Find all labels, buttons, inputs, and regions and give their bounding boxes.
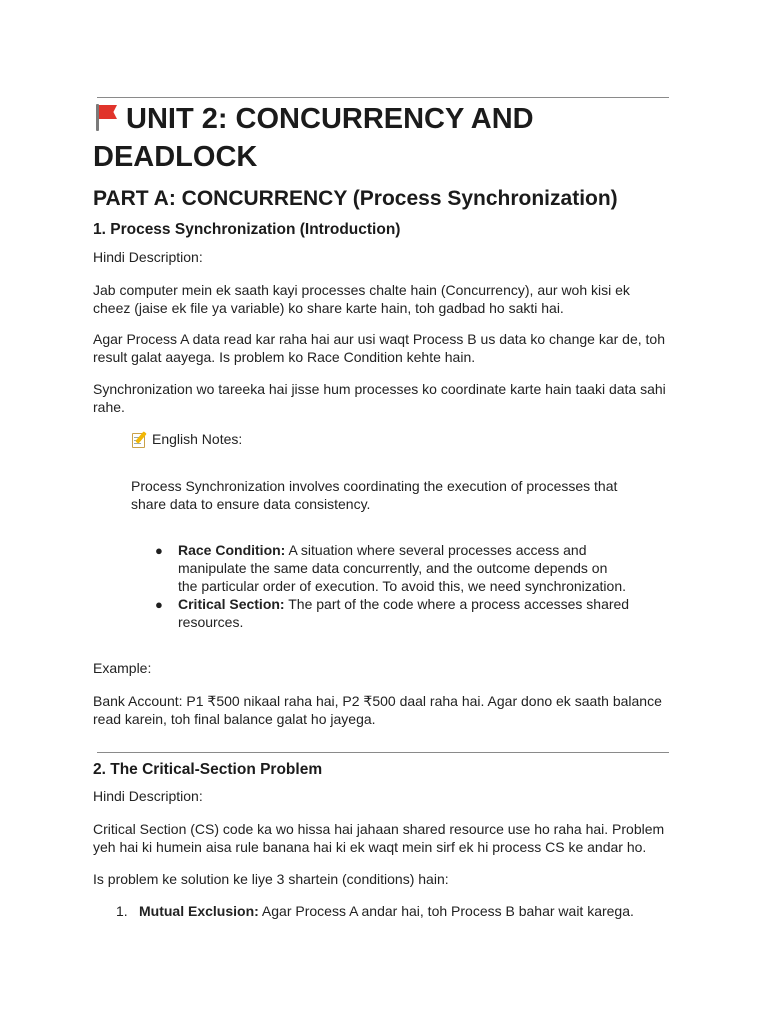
memo-icon <box>131 431 147 447</box>
section1-heading: 1. Process Synchronization (Introduction) <box>93 221 401 238</box>
bullet-dot: ● <box>155 543 163 558</box>
section-divider <box>97 752 669 753</box>
bullet-critical-section: Critical Section: The part of the code where a process accesses shared resources. <box>178 596 630 630</box>
bullet-race-condition: Race Condition: A situation where several processes access and manipulate the same data concurrently, and the outcome depends on the particular order of execution. To avoid this, we need synchronization. <box>178 542 626 594</box>
example-label: Example: <box>93 660 152 676</box>
section2-para2: Is problem ke solution ke liye 3 shartein (conditions) hain: <box>93 871 449 887</box>
list-number: 1. <box>116 903 128 919</box>
english-notes-label: English Notes: <box>131 430 242 448</box>
section1-hindi-label: Hindi Description: <box>93 249 203 265</box>
top-divider <box>97 97 669 98</box>
part-title: PART A: CONCURRENCY (Process Synchronization) <box>93 187 618 210</box>
english-notes-text: Process Synchronization involves coordinating the execution of processes that share data to ensure data consistency. <box>131 478 618 512</box>
list-item-mutual-exclusion: Mutual Exclusion: Agar Process A andar hai, toh Process B bahar wait karega. <box>139 903 634 919</box>
section2-para1: Critical Section (CS) code ka wo hissa hai jahaan shared resource use ho raha hai. Problem yeh hai ki humein aisa rule banana hai ki ek waqt mein sirf ek hi process CS ke andar ho. <box>93 821 665 855</box>
section1-para3: Synchronization wo tareeka hai jisse hum processes ko coordinate karte hain taaki data sahi rahe. <box>93 381 666 415</box>
red-flag-icon <box>93 103 117 131</box>
unit-title: UNIT 2: CONCURRENCY AND DEADLOCK <box>93 103 534 173</box>
section2-heading: 2. The Critical-Section Problem <box>93 761 323 778</box>
bullet-dot: ● <box>155 597 163 612</box>
section2-hindi-label: Hindi Description: <box>93 788 203 804</box>
example-text: Bank Account: P1 ₹500 nikaal raha hai, P2 ₹500 daal raha hai. Agar dono ek saath balance read karein, toh final balance galat ho jayega. <box>93 693 662 727</box>
section1-para2: Agar Process A data read kar raha hai aur usi waqt Process B us data ko change kar de, toh result galat aayega. Is problem ko Race Condition kehte hain. <box>93 331 665 365</box>
section1-para1: Jab computer mein ek saath kayi processes chalte hain (Concurrency), aur woh kisi ek cheez (jaise ek file ya variable) ko share karte hain, toh gadbad ho sakti hai. <box>93 282 630 316</box>
